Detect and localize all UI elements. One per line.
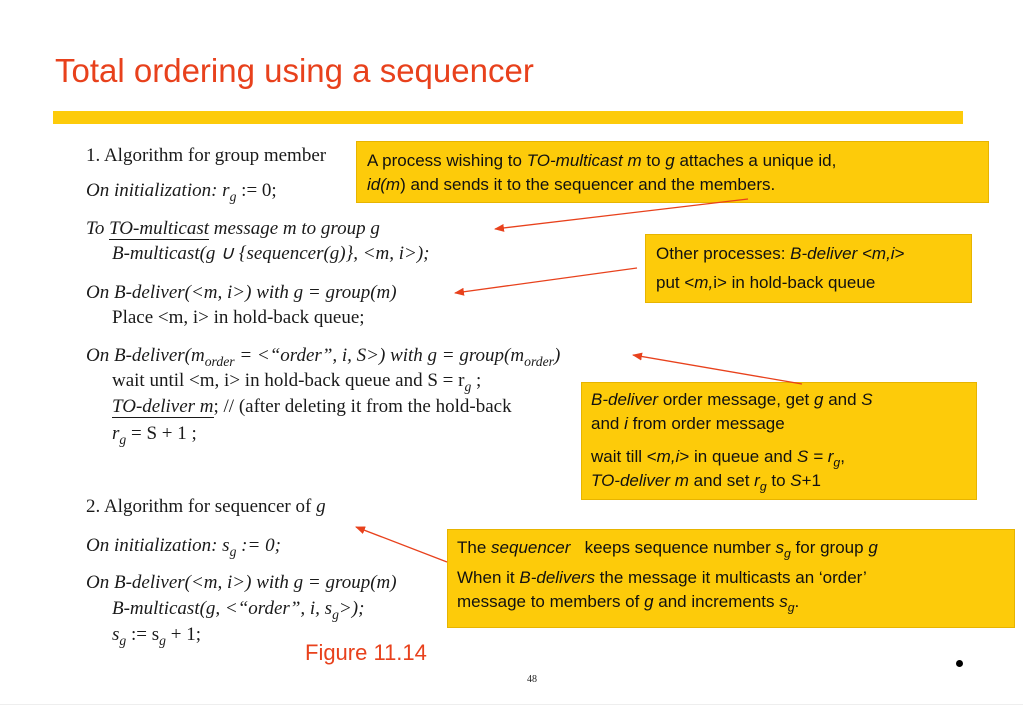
footer-rule xyxy=(0,704,1023,705)
arrow-other-processes xyxy=(455,268,637,293)
arrow-order-message xyxy=(633,355,802,384)
algorithm1-to-multicast: To TO-multicast message m to group g xyxy=(86,218,380,239)
callout-order-line4: TO-deliver m and set $r_g$ to S+1 xyxy=(591,471,821,494)
algorithm1-heading: 1. Algorithm for group member xyxy=(86,145,327,166)
algorithm1-b-deliver-2: On $B-deliver(m_{order}$ = <“order”, i, S>) with $g = group(m_{order})$ xyxy=(86,345,561,369)
callout-order-line1: B-deliver order message, get g and S xyxy=(591,390,873,409)
callout-other-processes-line1: Other processes: B-deliver <m,i> xyxy=(656,244,905,263)
algorithm1-init: On initialization: $r_g$ := 0; xyxy=(86,180,277,204)
algorithm2-sg-update: $s_g$ := $s_g + 1$; xyxy=(112,624,201,648)
callout-sequencer-line3: message to members of g and increments $s_g$. xyxy=(457,592,800,615)
page-number: 48 xyxy=(527,674,537,685)
arrow-to-multicast xyxy=(495,199,748,229)
algorithm2-init: On initialization: $s_g$ := 0; xyxy=(86,535,281,559)
algorithm1-place-holdback: Place <m, i> in hold-back queue; xyxy=(112,307,365,328)
callout-order-line3: wait till <m,i> in queue and $S = r_g$, xyxy=(591,447,845,470)
callout-other-processes-line2: put <m,i> in hold-back queue xyxy=(656,273,876,292)
figure-label: Figure 11.14 xyxy=(305,640,427,665)
algorithm1-rg-update: $r_g = S + 1$ ; xyxy=(112,423,197,447)
bullet-dot xyxy=(956,660,963,667)
callout-sequencer-line1: The sequencer keeps sequence number $s_g$ for group g xyxy=(457,538,878,561)
algorithm2-b-deliver: On B-deliver(<m, i>) with g = group(m) xyxy=(86,572,397,593)
algorithm1-b-multicast: B-multicast(g ∪ {sequencer(g)}, <m, i>); xyxy=(112,243,430,264)
algorithm2-heading: 2. Algorithm for sequencer of g xyxy=(86,496,326,517)
callout-to-multicast-line2: id(m) and sends it to the sequencer and the members. xyxy=(367,175,776,194)
algorithm1-to-deliver: TO-deliver m; // (after deleting it from the hold-back xyxy=(112,396,512,417)
algorithm1-wait-until: wait until <m, i> in hold-back queue and $S = r_g$ ; xyxy=(112,370,482,394)
callout-to-multicast-line1: A process wishing to TO-multicast m to g attaches a unique id, xyxy=(367,151,837,170)
callout-sequencer-line2: When it B-delivers the message it multicasts an ‘order’ xyxy=(457,568,867,587)
callout-order-line2: and i from order message xyxy=(591,414,785,433)
algorithm1-b-deliver-1: On B-deliver(<m, i>) with g = group(m) xyxy=(86,282,397,303)
slide-title: Total ordering using a sequencer xyxy=(55,52,534,89)
algorithm2-b-multicast: B-multicast(g, <“order”, i, $s_g>$); xyxy=(112,598,365,622)
arrow-sequencer xyxy=(356,527,447,562)
